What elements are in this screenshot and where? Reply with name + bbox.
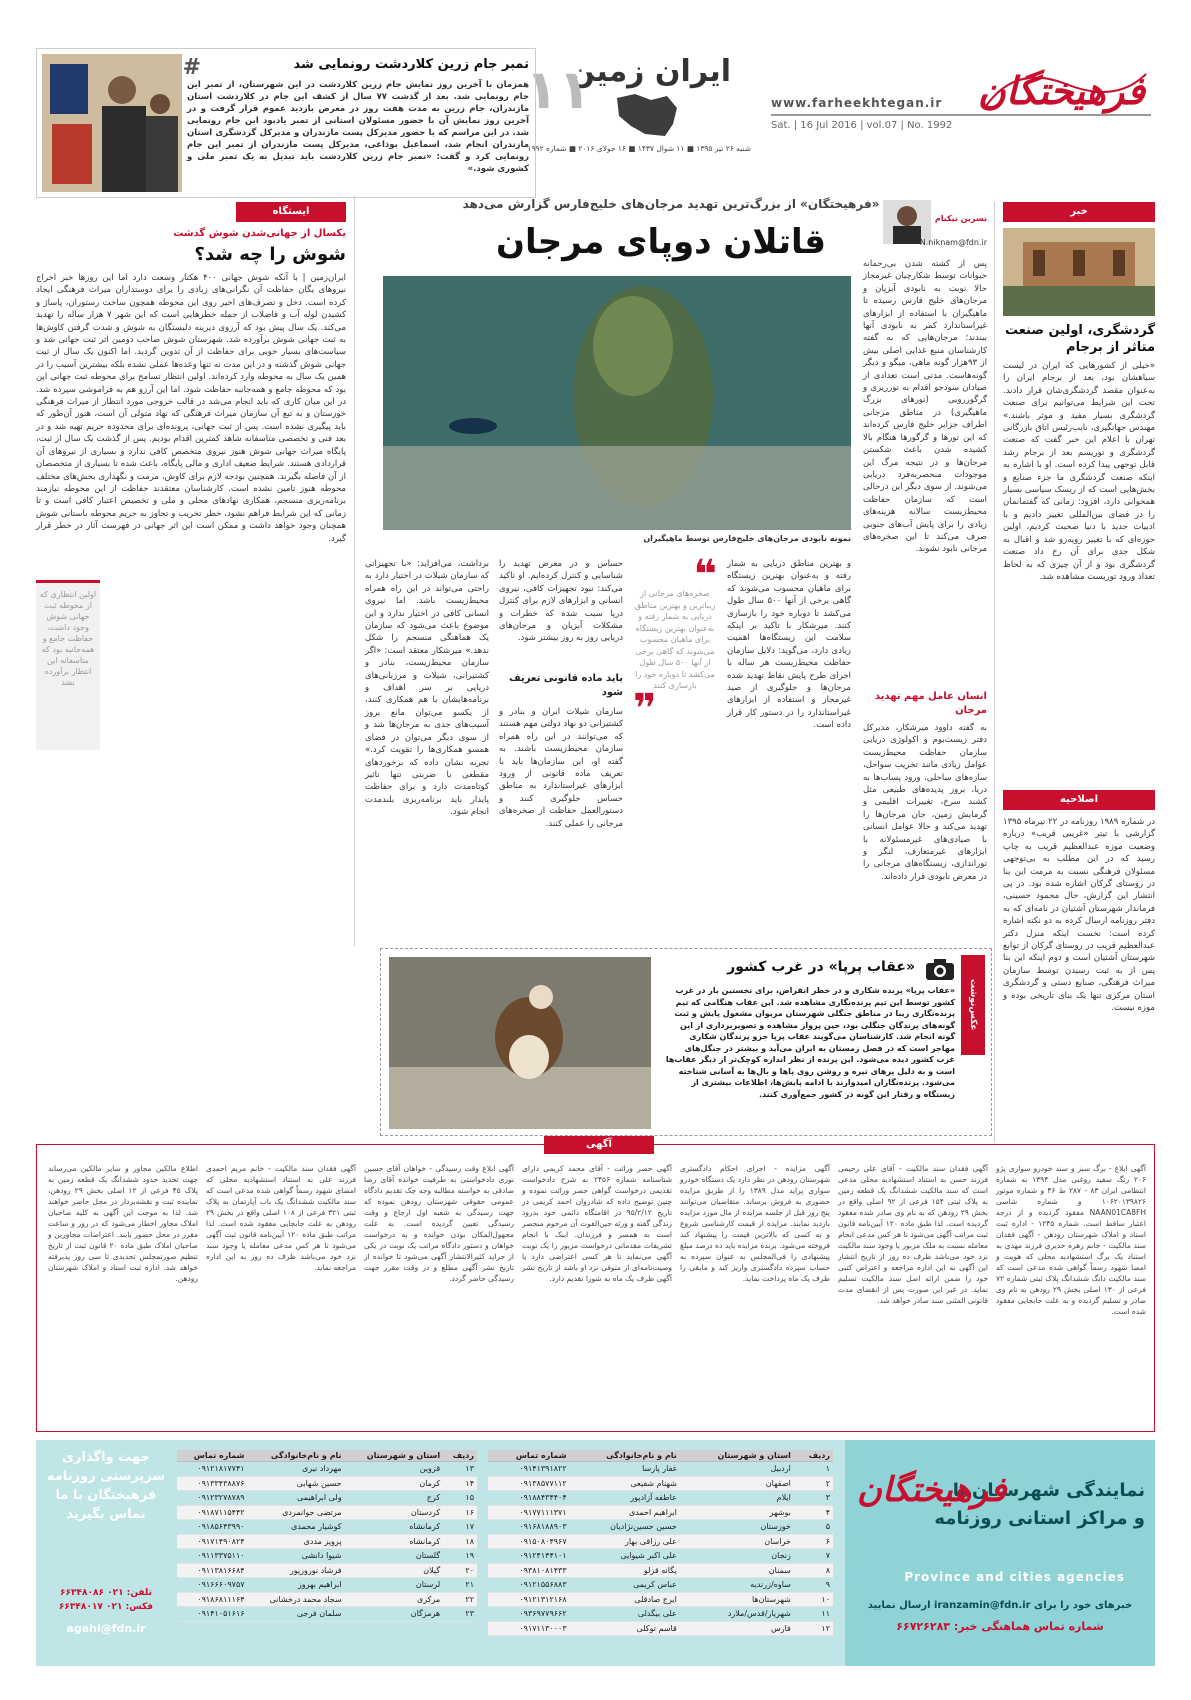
agent-name: ابراهیم بهروز — [248, 1578, 345, 1593]
agent-phone: ۰۹۱۶۶۶۰۹۷۵۷ — [177, 1578, 248, 1593]
quote-close-icon: ❞ — [633, 686, 657, 732]
agent-city: کرمانشاه — [345, 1534, 444, 1549]
table-row — [177, 1549, 477, 1564]
agent-phone: ۰۹۱۲۱۸۱۷۷۴۱ — [177, 1462, 248, 1477]
agent-city: زنجان — [680, 1549, 794, 1564]
col-header: شماره تماس — [488, 1450, 570, 1462]
col-header: شماره تماس — [177, 1450, 248, 1462]
promo-title: جهت واگذاری سرپرستی روزنامه فرهیختگان با ما تماس بگیرید — [46, 1450, 166, 1522]
coral-sub1: انسان عامل مهم تهدید مرجان — [874, 691, 987, 716]
unesco-body: ایران‌زمین | با آنکه شوش جهانی ۴۰۰ هکتار وسعت دارد اما این روزها خبر اخراج نیروهای یگان حفاظت آن نگرانی‌های زیادی را برای دوستداران میراث فرهنگی ایجاد کرده است. دخل و تصرف‌های اخیر روی این محوطه همچون ساخت رستوران، پاساژ و کشیدن لوله آب و فاضلاب از جمله خطرهایی است که این شهر ۷ هزار ساله را تهدید می‌کند. یک سال پیش بود که آرزوی دیرینه دلبستگان به شوش و شدت گرفتن کاوش‌ها به ثبت جهانی شوش برآورده شد. شهرستان شوش صاحب دومین اثر ثبت جهانی شد و سیاست‌های بسیار خوبی برای حفاظت از آن تدوین گردید. اما اکنون یک سال از ثبت جهانی شوش گذشته و در این مدت نه تنها وعده‌ها عملی نشده بلکه بیشترین آسیب را در همین یک سال به محوطه وارد کرده‌اند. اولین انتظار تسامح برای محوطه ثبت جهانی این بود که محوطه جامع و همه‌جانبه حفاظت شود. اما این آرزو هم به فراموشی سپرده شد. در این میان کاری که باید انجام می‌شد در قالب خروجی مورد انتظار از میراث فرهنگی خوزستان و به تبع آن سازمان میراث فرهنگی که نهاد متولی آن است، هنوز آن‌طور که باید پیگیری نشده است. پس از ثبت جهانی، پرونده‌ای برای محدوده حریم تهیه شد و در بعد فنی و تخصصی متاسفانه شاهد کمترین اقدام بودیم. پس از گذشت یک سال از ثبت، پایگاه میراث جهانی شوش هنوز نیروی متخصص کافی ندارد و بسیاری از نیروهای آن قراردادی هستند. شرایط ضعیف اداری و مالی پایگاه، باعث شده تا بسیاری از متخصصان از آن فاصله بگیرند. همچنین بودجه لازم برای کاوش، مرمت و نگهداری بخش‌های مختلف محوطه هنوز تامین نشده است. کارشناسان معتقدند حفاظت از این محوطه نیازمند برنامه‌ریزی منسجم، همکاری نهادهای محلی و ملی و تخصیص اعتبار کافی است و تا زمانی که این شرایط فراهم نشود، خطر تخریب و تجاوز به حریم محوطه باستانی شوش همچنان وجود خواهد داشت و ممکن است این اثر جهانی در فهرست آثار در خطر قرار گیرد. — [36, 273, 346, 544]
table-row — [177, 1563, 477, 1578]
agent-name: یگانه قزلو — [570, 1563, 680, 1578]
agencies-send-news: خبرهای خود را برای iranzamin@fdn.ir ارسال نمایید — [867, 1600, 1133, 1611]
ad-col-1: آگهی ابلاغ - برگ سبز و سند خودرو سواری پژو ۲۰۶ رنگ سفید روغنی مدل ۱۳۹۴ به شماره انتظامی ایران ۸۳ - ۲۸۷ ط ۴۶ و شماره موتور ۱۰۶۲۰۱۳۹۸۲۶ و شماره شاسی NAAN01CA8FH مفقود گردیده و از درجه اعتبار ساقط است. شماره ۱۲۴۵ - اداره ثبت اسناد و املاک شهرستان رودهن - آگهی فقدان سند مالکیت - خانم زهره خدیری فرزند مهدی به استناد یک برگ استشهادیه محلی که هویت و امضا شهود رسماً گواهی شده مدعی است که سند مالکیت دانگ ششدانگ پلاک ثبتی شماره ۷۲ فرعی از ۱۳۰ اصلی بخش ۲۹ رودهن به نام وی صادر و تسلیم گردیده و به علت جابجایی مفقود شده است. — [996, 1164, 1147, 1316]
right-headline: گردشگری، اولین صنعت متاثر از برجام — [1004, 323, 1155, 355]
promo-box — [44, 1448, 168, 1658]
corrections-body: در شماره ۱۹۸۹ روزنامه در ۲۲ تیرماه ۱۳۹۵ گزارشی با تیتر «غریبی قریب» درباره وضعیت موزه عبدالعظیم قریب به چاپ رسید که در این مطلب به بی‌توجهی مسئولان فرهنگی نسبت به مرمت این بنا در روستای گرکان اشاره شده بود. در پی انتشار این گزارش، حال محمود حسینی، فرماندار شهرستان آشتیان در نامه‌ای که به دفتر روزنامه ارسال کرده به دو نکته اشاره کرده است: نخست اینکه منزل دکتر عبدالعظیم قریب در روستای گرکان از توابع شهرستان آشتیان است و دوم اینکه این بنا پس از به ثبت رسیدن توسط سازمان میراث فرهنگی، صنایع دستی و گردشگری استان مرکزی تنها یک بنای تاریخی بوده و موزه نیست. — [1003, 817, 1155, 1014]
table-row — [177, 1520, 477, 1535]
row-number: ۱۹ — [443, 1549, 477, 1564]
agent-phone: ۰۹۱۶۸۱۸۸۹۰۳ — [488, 1520, 570, 1535]
agent-city: ایلام — [680, 1491, 794, 1506]
agent-city: کرمانشاه — [345, 1520, 444, 1535]
news-tag: خبر — [1003, 202, 1155, 222]
top-news-body: همزمان با آخرین روز نمایش جام زرین کلاردشت در این شهرستان، از تمبر این جام رونمایی شد. بعد از گذشت ۷۷ سال از کشف این جام در کلاردشت استان مازندران، جام زرین به مدت هفت روز در معرض بازدید عموم قرار گرفت و در آخرین روز نمایش آن با حضور مسئولان استانی از تمبر یادبود این جام رونمایی شد. در این مراسم که با حضور مدیرکل پست مازندران و مدیرکل گردشگری استان مازندران انجام شد، اسماعیل بوذاعی، مدیرکل پست مازندران از تمبر این جام رونمایی کرد و گفت: «تمبر جام زرین کلاردشت باید تبدیل به یک تمبر ملی و کشوری شود.» — [187, 80, 529, 174]
coral-col1: پس از کشته شدن بی‌رحمانه حیوانات توسط شکارچیان غیرمجاز حالا نوبت به نابودی آبزیان و مرجان‌های خلیج فارس رسیده تا ماهیگیران با استفاده از ابزارهای غیراستاندارد کمر به نابودی آنها ببندند؛ مرجان‌هایی که به گفته کارشناسان منبع غذایی اصلی بیش از ۹۳هزار گونه ماهی، میگو و دیگر گونه‌هاست. مدتی است تعدادی از صیادان سودجو اقدام به تورریزی و گرگوررویی (تورهای بزرگ ماهیگیری) در مناطق مرجانی اطراف جزایر خلیج فارس کرده‌اند که این تورها و گرگورها هنگام بالا کشیده شدن باعث شکستن مرجان‌ها و در نتیجه مرگ این موجودات منحصربه‌فرد دریایی می‌شوند. از سوی دیگر این درحالی است که سازمان حفاظت محیط‌زیست سالانه هزینه‌های زیادی را برای پایش آب‌های جنوبی صرف می‌کند تا این صخره‌های مرجانی نابود نشوند. — [863, 259, 988, 555]
eagle-photo — [389, 957, 651, 1129]
promo-phone: تلفن: ۰۲۱ ۶۶۳۴۸۰۸۶ — [60, 1588, 152, 1598]
agent-phone: ۰۹۳۸۱۰۸۱۴۳۳ — [488, 1563, 570, 1578]
agent-city: گلستان — [345, 1549, 444, 1564]
agent-phone: ۰۹۱۴۱۳۹۱۸۲۲ — [488, 1462, 570, 1477]
table-row — [488, 1505, 833, 1520]
agent-phone: ۰۹۱۵۰۸۰۴۹۶۷ — [488, 1534, 570, 1549]
ad-col-7: اطلاع مالکین مجاور و سایر مالکین می‌رساند جهت تحدید حدود ششدانگ یک قطعه زمین به پلاک ۴۵ فرعی از ۱۲ اصلی بخش ۲۹ رودهن، نماینده ثبت و نقشه‌بردار در محل حاضر خواهند شد. لذا به موجب این آگهی به کلیه صاحبان املاک مجاور اخطار می‌شود که در روز و ساعت مقرر در محل حضور یابند. اعتراضات مجاورین و صاحبان املاک طبق ماده ۲۰ قانون ثبت از تاریخ تنظیم صورتمجلس تحدیدی تا سی روز پذیرفته خواهد شد. اداره ثبت اسناد و املاک شهرستان رودهن. — [48, 1164, 198, 1283]
eagle-tag: عکس‌نوشت — [961, 955, 985, 1055]
issue-info: Sat. | 16 Jul 2016 | vol.07 | No. 1992 — [771, 120, 953, 131]
agent-city: کرمان — [345, 1476, 444, 1491]
table-row — [488, 1563, 833, 1578]
author-email: N.niknam@fdn.ir — [919, 238, 987, 247]
coral-headline: قاتلان دوپای مرجان — [495, 222, 827, 262]
section-title: ایران زمین — [569, 54, 731, 89]
ad-col-4: آگهی حصر وراثت - آقای محمد کریمی دارای شناسنامه شماره ۲۴۵۶ به شرح دادخواست تقدیمی درخواست گواهی حصر وراثت نموده و چنین توضیح داده که شادروان احمد کریمی در تاریخ ۹۵/۲/۱۲ در اقامتگاه دائمی خود بدرود زندگی گفته و ورثه حین‌الفوت آن مرحوم منحصر است به همسر و فرزندان. اینک با انجام تشریفات مقدماتی درخواست مزبور را یک نوبت آگهی می‌نماید تا هر کسی اعتراضی دارد یا وصیت‌نامه‌ای از متوفی نزد او باشد از تاریخ نشر آگهی ظرف یک ماه به شورا تقدیم دارد. — [522, 1164, 672, 1283]
agents-table — [177, 1450, 477, 1622]
page-number: ۱۱ — [525, 58, 591, 121]
table-row — [488, 1520, 833, 1535]
agencies-brand — [845, 1440, 1155, 1666]
agent-name: ولی ابراهیمی — [248, 1491, 345, 1506]
table-row — [488, 1607, 833, 1622]
agent-phone: ۰۹۱۴۱۰۵۱۶۱۶ — [177, 1607, 248, 1622]
author-name: نسرین نیکنام — [934, 214, 987, 223]
agent-phone: ۰۹۱۸۸۴۳۴۴۰۴ — [488, 1491, 570, 1506]
agent-phone: ۰۹۱۷۱۴۹۰۸۲۴ — [177, 1534, 248, 1549]
coral-sub2: باید ماده قانونی تعریف شود — [509, 673, 623, 698]
agent-city: بوشهر — [680, 1505, 794, 1520]
date-line: شنبه ۲۶ تیر ۱۳۹۵ ■ ۱۱ شوال ۱۴۳۷ ■ ۱۶ جولای ۲۰۱۶ ■ شماره ۱۹۹۲ — [527, 144, 751, 153]
row-number: ۸ — [794, 1563, 833, 1578]
row-number: ۱۷ — [443, 1520, 477, 1535]
row-number: ۱۶ — [443, 1505, 477, 1520]
agencies-phone: شماره تماس هماهنگی خبر: ۶۶۷۲۶۲۸۳ — [896, 1620, 1104, 1633]
agencies-table-right — [488, 1450, 833, 1636]
agent-city: شهریار/قدس/ملارد — [680, 1607, 794, 1622]
row-number: ۷ — [794, 1549, 833, 1564]
agent-phone: ۰۹۳۶۹۷۷۹۶۶۲ — [488, 1607, 570, 1622]
agencies-logo: فرهیختگان — [857, 1470, 1007, 1510]
agent-phone: ۰۹۱۷۱۱۳۰۰۰۳ — [488, 1621, 570, 1636]
agent-name: ابراهیم احمدی — [570, 1505, 680, 1520]
agent-name: غفار پارسا — [570, 1462, 680, 1477]
agent-city: لرستان — [345, 1578, 444, 1593]
agent-city: ساوه/زرندیه — [680, 1578, 794, 1593]
col-header: ردیف — [443, 1450, 477, 1462]
agent-name: کوشیار محمدی — [248, 1520, 345, 1535]
agent-phone: ۰۹۱۸۷۱۱۵۴۴۲ — [177, 1505, 248, 1520]
table-row — [488, 1491, 833, 1506]
eagle-headline: «عقاب پرپا» در غرب کشور — [727, 959, 915, 975]
eagle-box — [380, 948, 992, 1136]
agencies-table-left — [177, 1450, 477, 1622]
coral-caption: نمونه نابودی مرجان‌های خلیج‌فارس توسط ماهیگیران — [643, 534, 851, 543]
unesco-quote-text: اولین انتظاری که از محوطه ثبت جهانی شوش وجود داشت، حفاظت جامع و همه‌جانبه بود که متاسفانه این انتظار برآورده نشد — [39, 590, 97, 687]
agent-phone: ۰۹۱۲۴۱۴۴۱۰۱ — [488, 1549, 570, 1564]
row-number: ۲۲ — [443, 1592, 477, 1607]
col-header: ردیف — [794, 1450, 833, 1462]
coral-col3b: سازمان شیلات ایران و بنادر و کشتیرانی دو نهاد دولتی مهم هستند که می‌توانند در این راه همراه سازمان محیط‌زیست باشند. به گفته او، این سازمان‌ها باید با تعریف ماده قانونی از ورود ابزارهای غیراستاندارد به مناطق حساس جلوگیری کنند و دستورالعمل حفاظت از صخره‌های مرجانی را عملی کنند. — [499, 707, 623, 829]
row-number: ۴ — [794, 1505, 833, 1520]
promo-fax: فکس: ۰۲۱ ۶۶۳۴۸۰۱۷ — [58, 1602, 154, 1612]
agent-name: عباس کریمی — [570, 1578, 680, 1593]
agent-name: علی رزاقی بهار — [570, 1534, 680, 1549]
coral-col3: حساس و در معرض تهدید را شناسایی و کنترل کرده‌ایم. او تاکید می‌کند: نبود تجهیزات کافی، نیروی انسانی و ابزارهای لازم برای کنترل دریا سبب شده که خطرات و مشکلات آبزیان و مرجان‌های دریایی روز به روز بیشتر شود. — [499, 559, 623, 644]
agent-name: علی اکبر شیوایی — [570, 1549, 680, 1564]
row-number: ۵ — [794, 1520, 833, 1535]
agent-name: عاطفه آزادپور — [570, 1491, 680, 1506]
agent-city: هرمزگان — [345, 1607, 444, 1622]
unesco-tag: ایستگاه — [236, 202, 346, 222]
hashtag-icon: # — [182, 55, 201, 80]
row-number: ۲۰ — [443, 1563, 477, 1578]
table-row — [177, 1607, 477, 1622]
table-row — [488, 1476, 833, 1491]
col-header: نام و نام‌خانوادگی — [248, 1450, 345, 1462]
right-body: «خیلی از کشورهایی که ایران در لیست سیاهشان بود، بعد از برجام ایران را به‌عنوان مقصد گردشگری‌شان قرار دادند. تحت این شرایط می‌توانیم برای صنعت گردشگری بسیار مفید و موثر باشند.» مهندس جهانگیری، نایب‌رئیس اتاق بازرگانی تهران با اعلام این خبر گفت که صنعت گردشگری و توریسم بعد از برجام رشد قابل توجهی پیدا کرده است. او با اشاره به اینکه صنعت گردشگری ما جزء صنایع و بخش‌هایی است که از ریسک سیاسی بسیار همخوانی دارد، افزود: زمانی که گفتمانمان را در فضای بین‌المللی تغییر دادیم و با ادبیات جدید با دنیا صحبت کردیم، اولین حوزه‌ای که با تغییر رویه‌رو شد و اقبال به شکل جدی برای آن رخ داد صنعت گردشگری بود و از آن چیزی که به لحاظ تعداد ورود توریست مشاهده شد. — [1003, 361, 1155, 582]
table-row — [177, 1491, 477, 1506]
agent-phone: ۰۹۱۳۳۴۳۸۸۷۶ — [177, 1476, 248, 1491]
table-row — [488, 1534, 833, 1549]
table-row — [488, 1549, 833, 1564]
row-number: ۱۰ — [794, 1592, 833, 1607]
top-news-title: تمبر جام زرین کلاردشت رونمایی شد — [293, 57, 529, 72]
author-box — [863, 200, 987, 248]
agencies-title-1: نمایندگی شهرستان‌ها — [952, 1480, 1145, 1501]
agent-phone: ۰۹۱۲۱۳۱۲۱۶۸ — [488, 1592, 570, 1607]
agent-name: پرویز مددی — [248, 1534, 345, 1549]
agent-phone: ۰۹۱۲۳۲۷۸۷۸۹ — [177, 1491, 248, 1506]
col-header: استان و شهرستان — [680, 1450, 794, 1462]
table-row — [177, 1505, 477, 1520]
agent-city: خوزستان — [680, 1520, 794, 1535]
row-number: ۱ — [794, 1462, 833, 1477]
table-row — [177, 1578, 477, 1593]
coral-photo — [383, 276, 851, 530]
corrections-tag: اصلاحیه — [1003, 790, 1155, 810]
table-row — [488, 1578, 833, 1593]
table-row — [488, 1621, 833, 1636]
agent-city: کردستان — [345, 1505, 444, 1520]
agent-city: سمنان — [680, 1563, 794, 1578]
ads-section — [36, 1139, 1155, 1432]
agent-city: خراسان — [680, 1534, 794, 1549]
row-number: ۱۱ — [794, 1607, 833, 1622]
agents-table — [488, 1450, 833, 1636]
table-row — [177, 1534, 477, 1549]
agent-name: مرتضی جوانمردی — [248, 1505, 345, 1520]
ad-col-5: آگهی ابلاغ وقت رسیدگی - خواهان آقای حسین نوری دادخواستی به طرفیت خوانده آقای رضا صادقی به خواسته مطالبه وجه چک تقدیم دادگاه عمومی حقوقی شهرستان رودهن نموده که جهت رسیدگی به شعبه اول ارجاع و وقت رسیدگی تعیین گردیده است. به علت مجهول‌المکان بودن خوانده و به درخواست خواهان و دستور دادگاه مراتب یک نوبت در یکی از جراید کثیرالانتشار آگهی می‌شود تا خوانده از تاریخ نشر آگهی مطلع و در وقت مقرر جهت رسیدگی حاضر گردد. — [364, 1164, 514, 1283]
masthead — [771, 36, 1151, 156]
agent-phone: ۰۹۱۱۳۸۱۶۶۸۴ — [177, 1563, 248, 1578]
website: www.farheekhtegan.ir — [771, 96, 943, 110]
agent-city: فارس — [680, 1621, 794, 1636]
agencies-subtitle: Province and cities agencies — [904, 1570, 1125, 1584]
row-number: ۱۴ — [443, 1476, 477, 1491]
agent-name: شیوا دانشی — [248, 1549, 345, 1564]
unesco-headline: شوش را چه شد؟ — [194, 244, 346, 265]
agencies-section — [36, 1440, 1155, 1666]
row-number: ۲۳ — [443, 1607, 477, 1622]
unesco-pullquote — [36, 580, 100, 750]
agent-city: مرکزی — [345, 1592, 444, 1607]
ad-col-2: آگهی فقدان سند مالکیت - آقای علی رحیمی فرزند حسن به استناد استشهادیه محلی مدعی است که سند مالکیت ششدانگ یک قطعه زمین به پلاک ثبتی ۱۵۴ فرعی از ۹۲ اصلی واقع در بخش ۲۹ رودهن که به نام وی صادر شده مفقود گردیده است. لذا طبق ماده ۱۲۰ آیین‌نامه قانون ثبت مراتب آگهی می‌شود تا هر کس مدعی انجام معامله نسبت به ملک مزبور یا وجود سند مالکیت نزد خود می‌باشد ظرف ده روز از تاریخ انتشار این آگهی به این اداره مراجعه و اعتراض کتبی خود را ضمن ارائه اصل سند مالکیت تسلیم نماید. در غیر این صورت پس از انقضای مدت قانونی المثنی سند صادر خواهد شد. — [838, 1164, 988, 1305]
table-row — [177, 1476, 477, 1491]
agent-name: شهنام شفیعی — [570, 1476, 680, 1491]
pull-quote-text: صخره‌های مرجانی از زیباترین و بهترین مناطق دریایی به شمار رفته و به‌عنوان بهترین زیستگاه برای ماهیان محسوب می‌شوند که گاهی برخی از آنها ۵۰۰ سال طول می‌کشد تا دوباره خود را بازسازی کنند — [634, 589, 716, 690]
table-row — [488, 1592, 833, 1607]
promo-email[interactable]: agahi@fdn.ir — [66, 1622, 146, 1635]
row-number: ۱۲ — [794, 1621, 833, 1636]
eagle-body: «عقاب پرپا» پرنده‌ شکاری و در خطر انقراض، برای نخستین بار در غرب کشور توسط این تیم پرنده‌نگاری مشاهده شد. این عقاب هنگامی که تیم پرنده‌نگاری زیبا در مناطق جنگلی شهرستان مریوان مشغول پایش و ثبت گونه‌های پرندگان جنگلی بود، حین پرواز مشاهده و تصویربرداری از این گونه انجام شد. کارشناسان می‌گویند عقاب پرپا جزو پرندگان شکاری مهاجر است که در فصل زمستان به ایران می‌آید و بیشتر در جنگل‌های غرب کشور دیده می‌شود. این پرنده از نظر اندازه کوچک‌تر از دیگر عقاب‌ها است و به دلیل پرهای تیره و روشن روی پاها و بال‌ها به آسانی شناخته می‌شود. پرنده‌نگاران امیدوارند با ادامه پایش‌ها، اطلاعات بیشتری از زیستگاه و رفتار این گونه در کشور جمع‌آوری کنند. — [665, 986, 955, 1099]
row-number: ۳ — [794, 1491, 833, 1506]
agent-name: فرشاد نوروزپور — [248, 1563, 345, 1578]
coral-kicker: «فرهیختگان» از بزرگ‌ترین تهدید مرجان‌های خلیج‌فارس گزارش می‌دهد — [462, 197, 880, 211]
col-header: استان و شهرستان — [345, 1450, 444, 1462]
agent-phone: ۰۹۱۸۶۸۱۱۱۶۴ — [177, 1592, 248, 1607]
agent-phone: ۰۹۱۲۱۵۵۶۸۸۳ — [488, 1578, 570, 1593]
agent-city: اصفهان — [680, 1476, 794, 1491]
agent-name: قاسم توکلی — [570, 1621, 680, 1636]
coral-col2: و بهترین مناطق دریایی به شمار رفته و به‌عنوان بهترین زیستگاه برای ماهیان محسوب می‌شوند که گاهی برخی از آنها ۵۰۰ سال طول می‌کشد تا دوباره خود را بازسازی کنند. میرشکار با تاکید بر اینکه سلامت این زیستگاه‌ها اهمیت زیادی دارد، می‌گوید: دلایل سازمان حفاظت محیط‌زیست هر ساله با اجرای طرح پایش نقاط تهدید شده مرجان‌ها و جلوگیری از صید غیرمجاز و استفاده از ابزارهای غیراستاندارد را در دستور کار قرار داده است. — [727, 559, 852, 731]
agent-city: کرج — [345, 1491, 444, 1506]
agent-name: حسین شهابی — [248, 1476, 345, 1491]
row-number: ۲۱ — [443, 1578, 477, 1593]
unesco-kicker: یکسال از جهانی‌شدن شوش گذشت — [173, 228, 346, 239]
row-number: ۹ — [794, 1578, 833, 1593]
agent-city: شهرستان‌ها — [680, 1592, 794, 1607]
agent-name: حسین حسین‌نژادیان — [570, 1520, 680, 1535]
agent-name: سجاد محمد درخشانی — [248, 1592, 345, 1607]
right-column — [1003, 202, 1155, 1014]
agent-phone: ۰۹۱۷۷۱۱۱۳۷۱ — [488, 1505, 570, 1520]
row-number: ۱۸ — [443, 1534, 477, 1549]
agent-phone: ۰۹۱۱۳۳۷۵۱۱۰ — [177, 1549, 248, 1564]
agent-name: علی بیگدلی — [570, 1607, 680, 1622]
coral-col1b: به گفته داوود میرشکار، مدیرکل دفتر زیست‌بوم و اکولوژی دریایی سازمان حفاظت محیط‌زیست عوامل زیادی مانند تخریب سواحل، سازه‌های ساحلی، ورود پساب‌ها به دریا، بروز پدیده‌های طبیعی مثل کشند سرخ، تغییرات اقلیمی و گرمایش زمین، جان مرجان‌ها را تهدید می‌کند و حالا عوامل انسانی با صیادی‌های غیرمسئولانه با ابزارهای غیرمتعارف، لنگر و توراندازی، زیستگاه‌های مرجانی را در معرض نابودی قرار داده‌اند. — [863, 723, 987, 882]
agent-name: ایرج صادقلی — [570, 1592, 680, 1607]
coral-col4: برداشت، می‌افزاید: «با تجهیزاتی که سازمان شیلات در اختیار دارد به راحتی می‌تواند در این راه همراه محیط‌زیست باشد. اما نیروی انسانی کافی در اختیار ندارد و این موضوع باعث می‌شود که سازمان یک هماهنگی منسجم را شکل ندهد.» میرشکار معتقد است: «اگر سازمان محیط‌زیست، بنادر و کشتیرانی، شیلات و مرزبانی‌های دریایی بر سر اهداف و برنامه‌هایشان با هم همکاری کنند، از یکسو می‌توان مانع بروز آسیب‌های جدی به مرجان‌ها شد و از سوی دیگر می‌توان در فضای همسو همکاری‌ها را تقویت کرد.» تجربه نشان داده که برخوردهای مقطعی با ضربتی تنها تاثیر کوتاه‌مدت دارد و برای حفاظت پایدار باید برنامه‌ریزی بلندمدت انجام شود. — [365, 559, 489, 818]
agent-name: مهرداد نیری — [248, 1462, 345, 1477]
logo-text: فرهیختگان — [977, 68, 1145, 113]
camera-icon — [925, 957, 955, 981]
agencies-title-2: و مراکز استانی روزنامه — [934, 1508, 1145, 1529]
pull-quote — [633, 552, 717, 732]
ad-col-6: آگهی فقدان سند مالکیت - خانم مریم احمدی فرزند علی به استناد استشهادیه محلی که امضای شهود رسماً گواهی شده مدعی است که سند مالکیت ششدانگ یک باب آپارتمان به پلاک ثبتی ۳۲۱ فرعی از ۱۰۸ اصلی واقع در بخش ۲۹ رودهن به علت جابجایی مفقود شده است. لذا مراتب طبق ماده ۱۲۰ آیین‌نامه قانون ثبت آگهی می‌شود تا هر کس مدعی معامله یا وجود سند نزد خود می‌باشد ظرف ده روز به این اداره مراجعه نماید. — [206, 1164, 356, 1272]
agent-phone: ۰۹۱۸۵۶۴۳۹۹۰ — [177, 1520, 248, 1535]
quote-open-icon: ❝ — [693, 552, 717, 598]
row-number: ۱۵ — [443, 1491, 477, 1506]
col-header: نام و نام‌خانوادگی — [570, 1450, 680, 1462]
unesco-column — [36, 202, 346, 942]
top-news-photo — [42, 54, 182, 192]
top-news — [36, 48, 536, 198]
table-row — [177, 1592, 477, 1607]
ads-tag: آگهی — [544, 1136, 654, 1154]
agent-city: قزوین — [345, 1462, 444, 1477]
agent-name: سلمان فرجی — [248, 1607, 345, 1622]
agent-city: اردبیل — [680, 1462, 794, 1477]
table-row — [177, 1462, 477, 1477]
ad-col-3: آگهی مزایده - اجرای احکام دادگستری شهرستان رودهن در نظر دارد یک دستگاه خودرو سواری پراید مدل ۱۳۸۹ را از طریق مزایده حضوری به فروش برساند. متقاضیان می‌توانند پنج روز قبل از جلسه مزایده از مال مورد مزایده بازدید نمایند. مزایده از قیمت کارشناسی شروع و به کسی که بالاترین قیمت را پیشنهاد کند فروخته می‌شود. برنده مزایده باید ده درصد مبلغ پیشنهادی را فی‌المجلس به عنوان سپرده به حساب سپرده دادگستری واریز کند و مابقی را ظرف یک ماه پرداخت نماید. — [680, 1164, 831, 1283]
row-number: ۲ — [794, 1476, 833, 1491]
agent-phone: ۰۹۱۳۸۵۷۷۱۱۲ — [488, 1476, 570, 1491]
table-row — [488, 1462, 833, 1477]
row-number: ۱۳ — [443, 1462, 477, 1477]
fort-photo — [1003, 228, 1155, 316]
agent-city: گیلان — [345, 1563, 444, 1578]
iran-map-icon — [611, 90, 681, 140]
row-number: ۶ — [794, 1534, 833, 1549]
